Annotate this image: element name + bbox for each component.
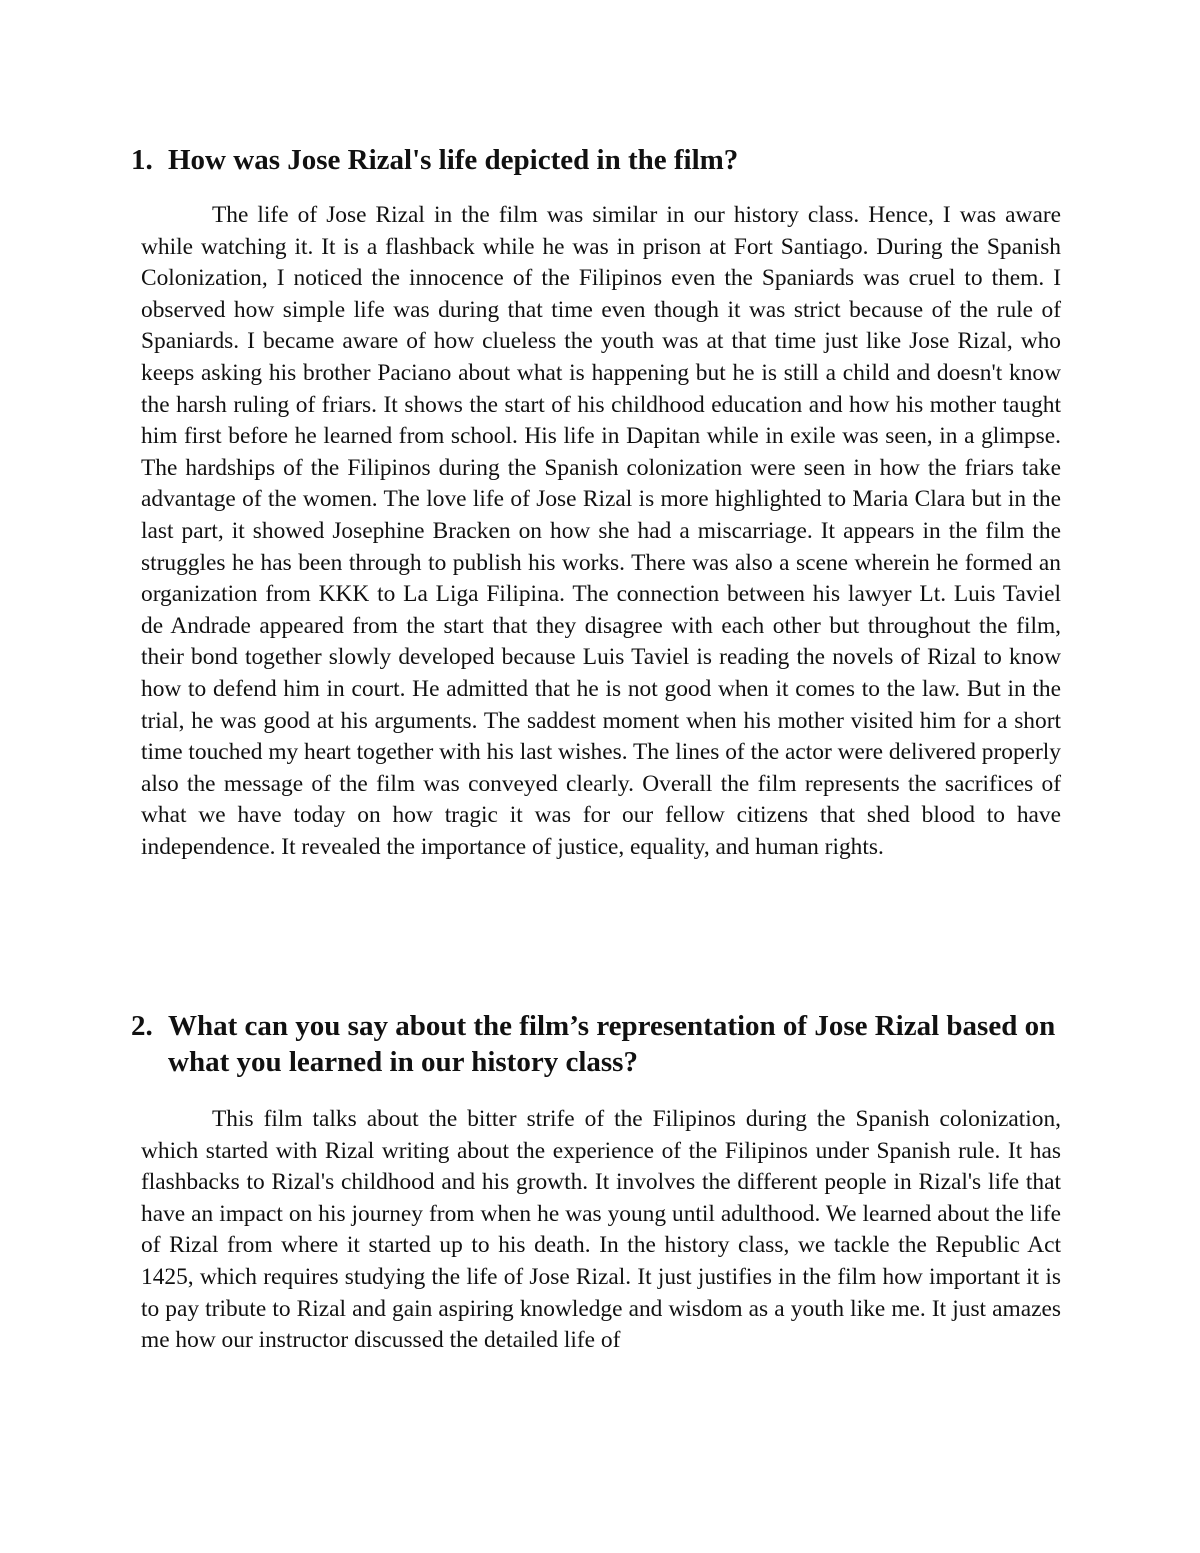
question-title-1: How was Jose Rizal's life depicted in the film? [168,144,739,176]
question-section-1 [131,142,1061,863]
answer-paragraph-2: This film talks about the bitter strife of the Filipinos during the Spanish colonization, which started with Rizal writing about the experience of the Filipinos under Spanish rule. It has flashbacks to Rizal's childhood and his growth. It involves the different people in Rizal's life that have an impact on his journey from when he was young until adulthood. We learned about the life of Rizal from where it started up to his death. In the history class, we tackle the Republic Act 1425, which requires studying the life of Jose Rizal. It just justifies in the film how important it is to pay tribute to Rizal and gain aspiring knowledge and wisdom as a youth like me. It just amazes me how our instructor discussed the detailed life of [141,1106,1061,1354]
question-heading-1 [131,142,1061,178]
question-section-2 [131,1008,1061,1357]
question-heading-2 [131,1008,1061,1080]
question-number-2: 2. [131,1010,153,1042]
question-title-2: What can you say about the film’s representation of Jose Rizal based on what you learned in our history class? [168,1010,1056,1078]
question-number-1: 1. [131,144,153,176]
answer-paragraph-1: The life of Jose Rizal in the film was similar in our history class. Hence, I was aware while watching it. It is a flashback while he was in prison at Fort Santiago. During the Spanish Colonization, I noticed the innocence of the Filipinos even the Spaniards was cruel to them. I observed how simple life was during that time even though it was strict because of the rule of Spaniards. I became aware of how clueless the youth was at that time just like Jose Rizal, who keeps asking his brother Paciano about what is happening but he is still a child and doesn't know the harsh ruling of friars. It shows the start of his childhood education and how his mother taught him first before he learned from school. His life in Dapitan while in exile was seen, in a glimpse. The hardships of the Filipinos during the Spanish colonization were seen in how the friars take advantage of the women. The love life of Jose Rizal is more highlighted to Maria Clara but in the last part, it showed Josephine Bracken on how she had a miscarriage. It appears in the film the struggles he has been through to publish his works. There was also a scene wherein he formed an organization from KKK to La Liga Filipina. The connection between his lawyer Lt. Luis Taviel de Andrade appeared from the start that they disagree with each other but throughout the film, their bond together slowly developed because Luis Taviel is reading the novels of Rizal to know how to defend him in court. He admitted that he is not good when it comes to the law. But in the trial, he was good at his arguments. The saddest moment when his mother visited him for a short time touched my heart together with his last wishes. The lines of the actor were delivered properly also the message of the film was conveyed clearly. Overall the film represents the sacrifices of what we have today on how tragic it was for our fellow citizens that shed blood to have independence. It revealed the importance of justice, equality, and human rights. [141,202,1061,860]
